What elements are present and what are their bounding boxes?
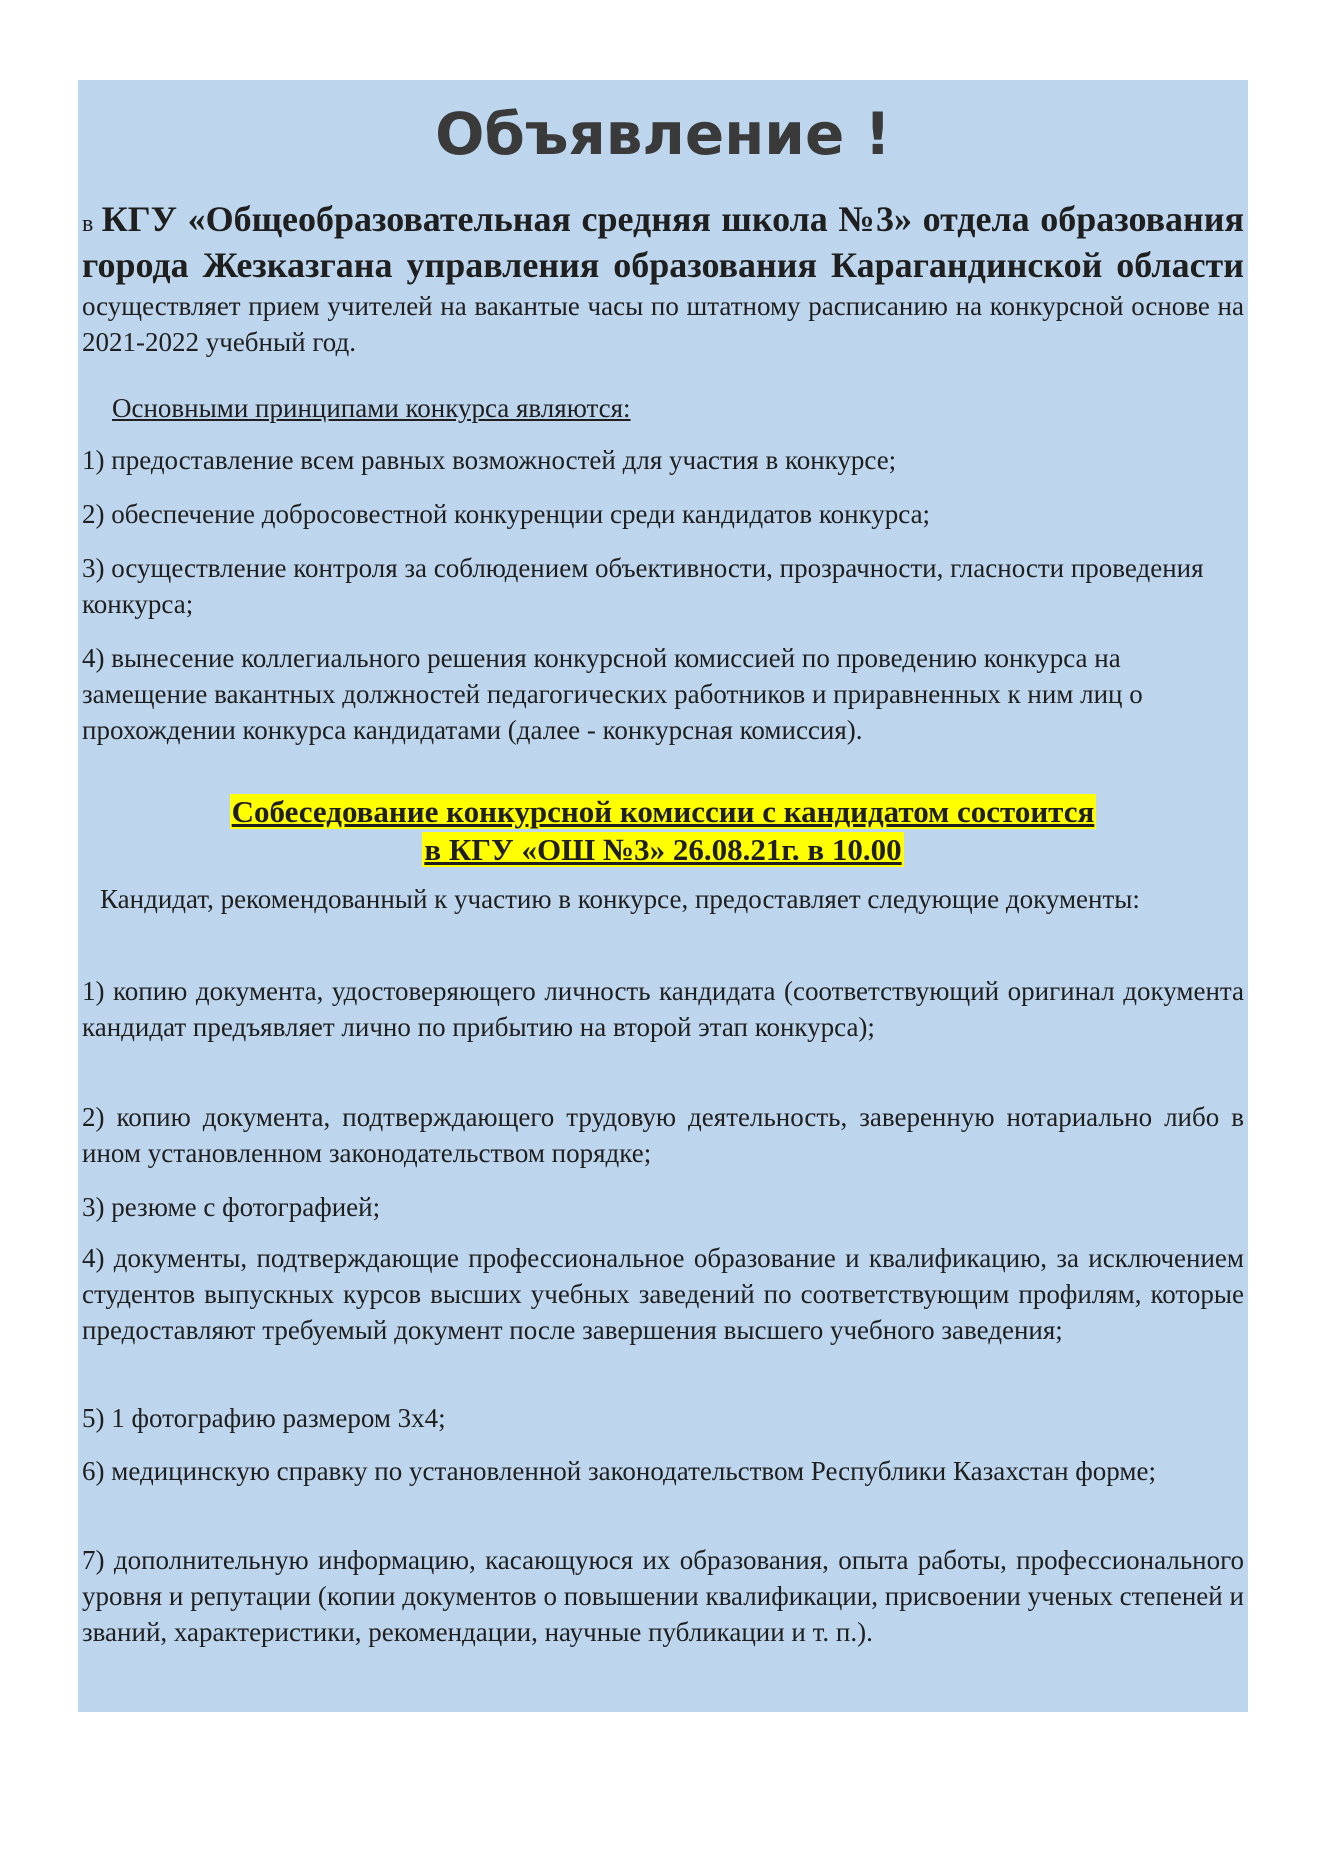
intro-lead-word: в — [82, 211, 94, 237]
intro-paragraph — [82, 196, 1244, 360]
page-title: Объявление ! — [435, 100, 891, 168]
documents-heading: Кандидат, рекомендованный к участию в конкурсе, предоставляет следующие документы: — [100, 884, 1140, 914]
interview-line-2: в КГУ «ОШ №3» 26.08.21г. в 10.00 — [424, 832, 902, 867]
document-item: 4) документы, подтверждающие профессиональное образование и квалификацию, за исключением студентов выпускных курсов высших учебных заведений по соответствующим профилям, которые предоставляют требуемый документ после завершения высшего учебного заведения; — [82, 1243, 1244, 1345]
document-item: 5) 1 фотографию размером 3х4; — [82, 1403, 446, 1433]
principle-item: 4) вынесение коллегиального решения конкурсной комиссией по проведению конкурса на замещение вакантных должностей педагогических работников и приравненных к ним лиц о прохождении конкурса кандидатами (далее - конкурсная комиссия). — [82, 643, 1143, 745]
document-item: 7) дополнительную информацию, касающуюся их образования, опыта работы, профессионального уровня и репутации (копии документов о повышении квалификации, присвоении ученых степеней и званий, характеристики, рекомендации, научные публикации и т. п.). — [82, 1545, 1244, 1647]
document-item: 2) копию документа, подтверждающего трудовую деятельность, заверенную нотариально либо в ином установленном законодательством порядке; — [82, 1102, 1244, 1168]
document-item: 3) резюме с фотографией; — [82, 1192, 381, 1222]
principle-item: 3) осуществление контроля за соблюдением объективности, прозрачности, гласности проведения конкурса; — [82, 553, 1204, 619]
principle-item: 2) обеспечение добросовестной конкуренции среди кандидатов конкурса; — [82, 499, 931, 529]
document-item: 6) медицинскую справку по установленной законодательством Республики Казахстан форме; — [82, 1456, 1156, 1486]
interview-notice — [78, 793, 1248, 869]
document-item: 1) копию документа, удостоверяющего личность кандидата (соответствующий оригинал документа кандидат предъявляет лично по прибытию на второй этап конкурса); — [82, 976, 1244, 1042]
interview-line-1: Собеседование конкурсной комиссии с кандидатом состоится — [231, 794, 1095, 829]
announcement-page — [78, 80, 1248, 1712]
principles-heading: Основными принципами конкурса являются: — [112, 393, 631, 423]
organization-name: КГУ «Общеобразовательная средняя школа №3» отдела образования города Жезказгана управления образования Карагандинской области — [82, 199, 1244, 285]
intro-text: осуществляет прием учителей на вакантые часы по штатному расписанию на конкурсной основе на 2021-2022 учебный год. — [82, 291, 1244, 357]
principle-item: 1) предоставление всем равных возможностей для участия в конкурсе; — [82, 445, 897, 475]
